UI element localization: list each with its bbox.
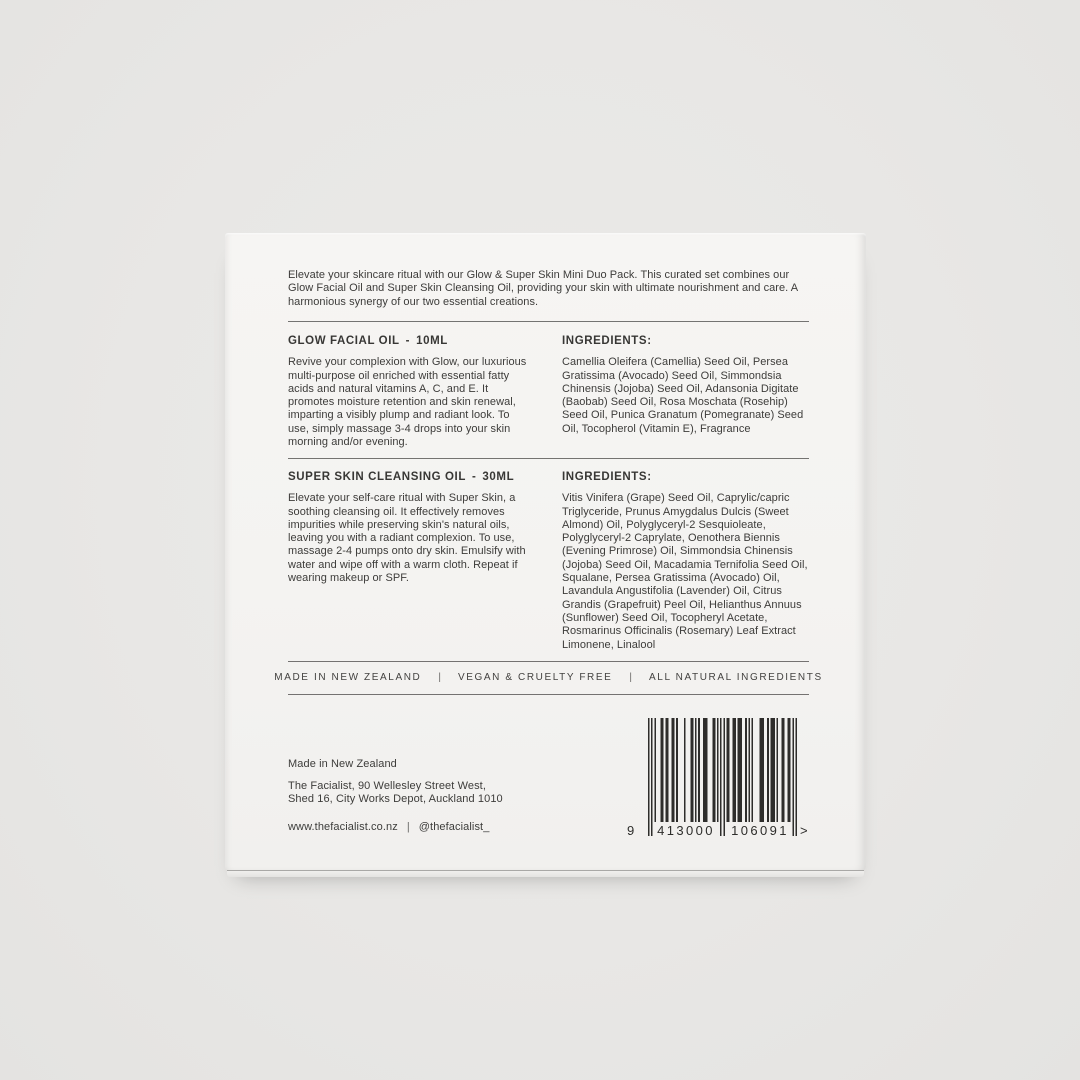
address-text xyxy=(288,780,558,807)
super-skin-ingredients-heading: INGREDIENTS: xyxy=(562,471,652,484)
website-url: www.thefacialist.co.nz xyxy=(288,820,398,833)
address-line-2: Shed 16, City Works Depot, Auckland 1010 xyxy=(288,793,503,805)
glow-description: Revive your complexion with Glow, our luxurious multi-purpose oil enriched with essential fatty acids and natural vitamins A, C, and E. It promotes moisture retention and skin renewal, imparting a visibly plump and radiant look. To use, simply massage 3-4 drops into your skin morning and/or evening. xyxy=(288,356,527,448)
glow-product-size: 10ML xyxy=(416,335,448,348)
barcode-digits xyxy=(624,824,819,840)
barcode-trailing-char: > xyxy=(800,823,808,838)
glow-section-heading xyxy=(288,335,530,348)
super-skin-section-heading xyxy=(288,471,530,484)
section-divider xyxy=(288,321,809,322)
badge-all-natural-ingredients: ALL NATURAL INGREDIENTS xyxy=(649,671,823,683)
badge-vegan-cruelty-free: VEGAN & CRUELTY FREE xyxy=(457,671,613,683)
claims-badge-bar xyxy=(274,662,823,694)
manufacturer-footer xyxy=(288,758,558,834)
super-skin-product-title: SUPER SKIN CLEANSING OIL xyxy=(288,471,466,484)
section-divider xyxy=(288,458,809,459)
ean13-barcode xyxy=(624,718,819,842)
section-divider xyxy=(288,661,809,662)
section-divider xyxy=(288,694,809,695)
badge-made-in-new-zealand: MADE IN NEW ZEALAND xyxy=(274,671,422,683)
super-skin-ingredients-column xyxy=(562,471,811,652)
barcode-bars xyxy=(648,718,797,836)
barcode-first-digit: 9 xyxy=(627,823,635,838)
glow-ingredients-heading: INGREDIENTS: xyxy=(562,335,652,348)
glow-ingredients-list: Camellia Oleifera (Camellia) Seed Oil, Persea Gratissima (Avocado) Seed Oil, Simmondsia Chinensis (Jojoba) Seed Oil, Adansonia Digitate (Baobab) Seed Oil, Rosa Moschata (Rosehip) Seed Oil, Punica Granatum (Pomegranate) Seed Oil, Tocopherol (Vitamin E), Fragrance xyxy=(562,356,804,435)
badge-separator: | xyxy=(438,671,441,683)
glow-product-title: GLOW FACIAL OIL xyxy=(288,335,400,348)
heading-separator: - xyxy=(405,335,411,348)
glow-ingredients-column xyxy=(562,335,811,449)
address-line-1: The Facialist, 90 Wellesley Street West, xyxy=(288,779,486,792)
badge-separator: | xyxy=(629,671,633,683)
panel-content xyxy=(225,233,866,695)
barcode-left-group: 413000 xyxy=(657,823,715,838)
glow-description-column xyxy=(288,335,530,449)
barcode-right-group: 106091 xyxy=(731,823,789,838)
footer-separator: | xyxy=(406,820,410,833)
intro-paragraph: Elevate your skincare ritual with our Glow & Super Skin Mini Duo Pack. This curated set combines our Glow Facial Oil and Super Skin Cleansing Oil, providing your skin with ultimate nourishment and care. A harmonious synergy of our two essential creations. xyxy=(288,269,798,308)
packaging-back-panel xyxy=(225,233,866,870)
glow-facial-oil-section xyxy=(288,335,809,449)
social-handle: @thefacialist_ xyxy=(418,820,490,833)
web-social-line xyxy=(288,821,558,835)
super-skin-ingredients-list: Vitis Vinifera (Grape) Seed Oil, Caprylic/capric Triglyceride, Prunus Amygdalus Dulcis (Sweet Almond) Oil, Polyglyceryl-2 Sesquioleate, Polyglyceryl-2 Caprylate, Oenothera Biennis (Evening Primrose) Oil, Simmondsia Chinensis (Jojoba) Seed Oil, Macadamia Ternifolia Seed Oil, Squalane, Persea Gratissima (Avocado) Oil, Lavandula Angustifolia (Lavender) Oil, Citrus Grandis (Grapefruit) Peel Oil, Helianthus Annuus (Sunflower) Seed Oil, Tocopheryl Acetate, Rosmarinus Officinalis (Rosemary) Leaf Extract Limonene, Linalool xyxy=(562,492,808,651)
super-skin-description: Elevate your self-care ritual with Super Skin, a soothing cleansing oil. It effectively removes impurities while preserving skin's natural oils, leaving you with a radiant complexion. To use, massage 2-4 pumps onto dry skin. Emulsify with water and wipe off with a warm cloth. Repeat if wearing makeup or SPF. xyxy=(288,492,526,585)
super-skin-cleansing-oil-section xyxy=(288,471,809,652)
super-skin-description-column xyxy=(288,471,530,652)
made-in-text: Made in New Zealand xyxy=(288,758,397,770)
super-skin-product-size: 30ML xyxy=(482,471,515,484)
heading-separator: - xyxy=(471,471,477,484)
